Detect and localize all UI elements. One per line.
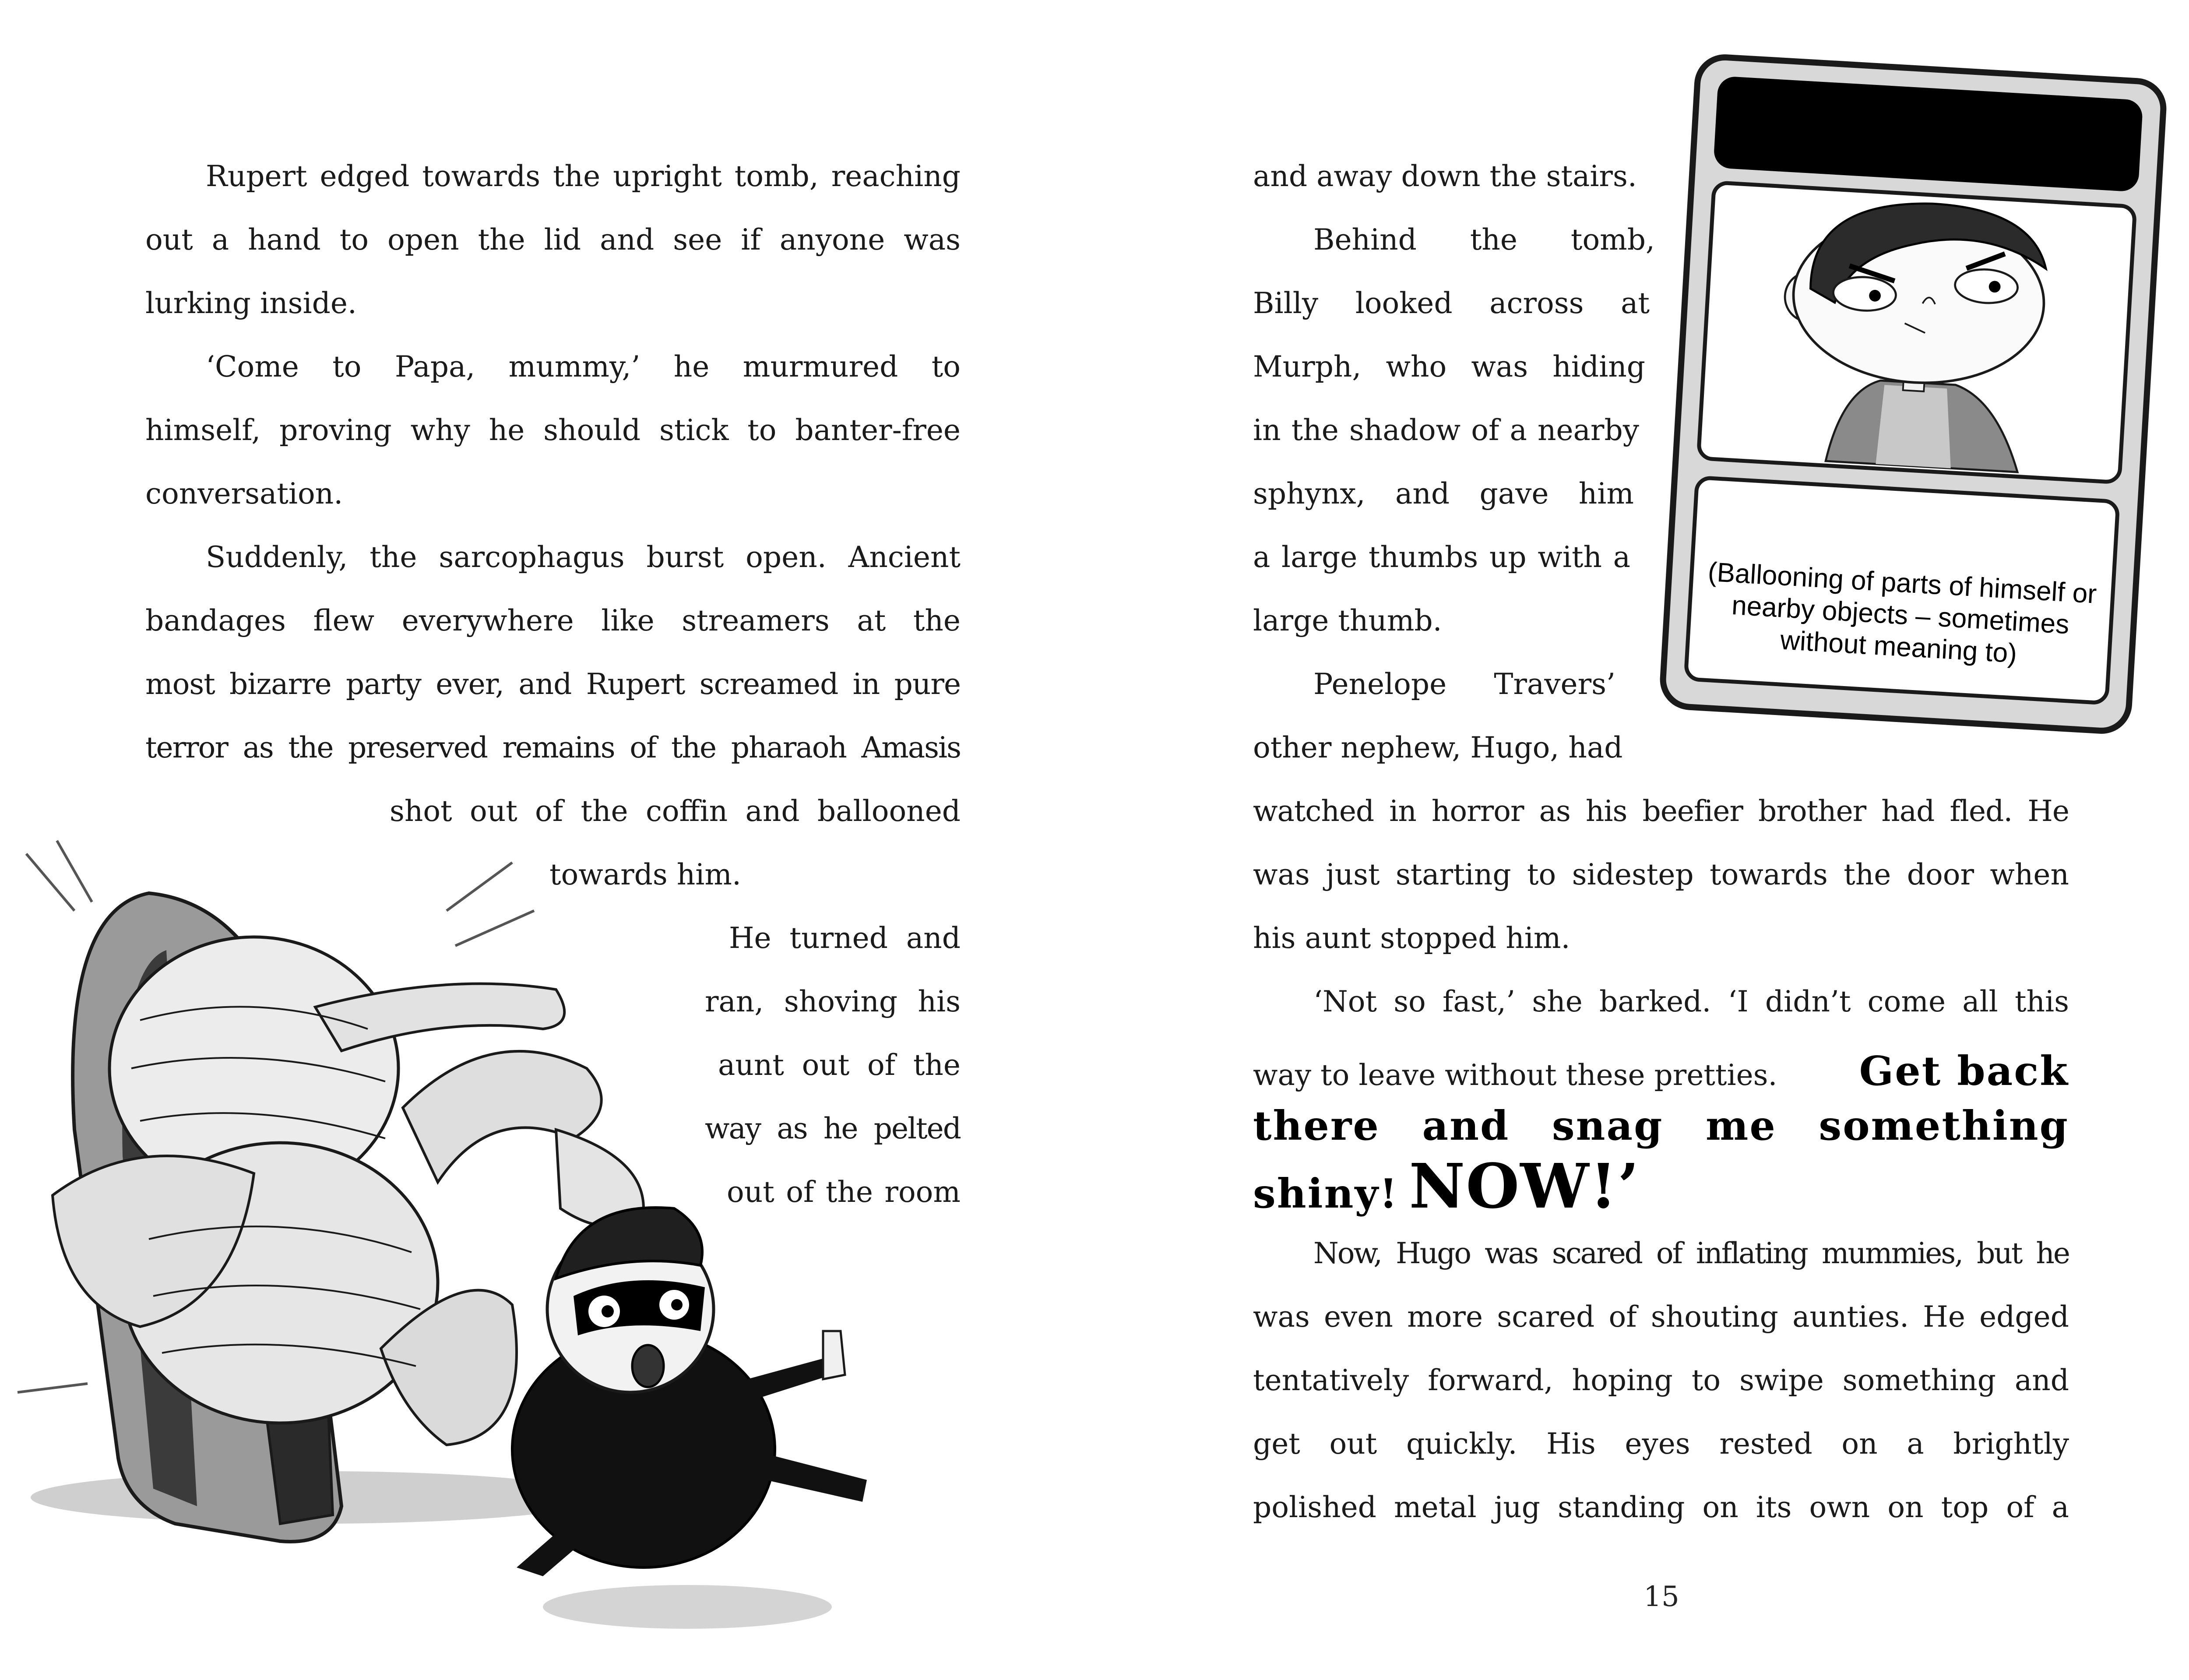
paragraph-line: most bizarre party ever, and Rupert screamed in pure [145, 667, 961, 701]
paragraph-line: a large thumbs up with a [1253, 540, 1630, 574]
paragraph-line: way as he pelted [705, 1112, 961, 1145]
paragraph-line: Suddenly, the sarcophagus burst open. Ancient [206, 540, 961, 574]
paragraph-line: tentatively forward, hoping to swipe something and [1253, 1363, 2069, 1397]
paragraph-line: ‘Come to Papa, mummy,’ he murmured to [206, 350, 961, 384]
paragraph-line: was just starting to sidestep towards the door when [1253, 858, 2069, 891]
page-number: 15 [1644, 1581, 1679, 1613]
shout-text: Get back [1859, 1047, 2069, 1095]
paragraph-line: get out quickly. His eyes rested on a brightly [1253, 1427, 2069, 1461]
boy-portrait-illustration [1700, 184, 2133, 480]
paragraph-line: was even more scared of shouting aunties. He edged [1253, 1300, 2069, 1334]
paragraph-line: bandages flew everywhere like streamers at the [145, 604, 961, 637]
shout-text: shiny! [1253, 1170, 1399, 1217]
paragraph-line: conversation. [145, 477, 343, 511]
paragraph-line: Billy looked across at [1253, 286, 1650, 320]
card-title-bar [1713, 76, 2143, 192]
paragraph-line: He turned and [729, 921, 961, 955]
dialogue-line [1253, 1047, 2069, 1095]
paragraph-line: shot out of the coffin and ballooned [390, 794, 961, 828]
paragraph-line: himself, proving why he should stick to banter-free [145, 413, 961, 447]
paragraph-line: large thumb. [1253, 604, 1442, 637]
card-description-panel [1683, 475, 2120, 705]
paragraph-text: way to leave without these pretties. [1253, 1058, 1777, 1092]
paragraph-line: ‘Not so fast,’ she barked. ‘I didn’t come all this [1313, 985, 2069, 1018]
paragraph-line: watched in horror as his beefier brother had fled. He [1253, 794, 2069, 828]
paragraph-line: sphynx, and gave him [1253, 477, 1634, 511]
paragraph-line: Rupert edged towards the upright tomb, reaching [206, 159, 961, 193]
paragraph-line: terror as the preserved remains of the pharaoh Amasis [145, 731, 961, 764]
shout-text: there and snag me something [1253, 1102, 2069, 1149]
paragraph-line: lurking inside. [145, 286, 357, 320]
paragraph-line: and away down the stairs. [1253, 159, 1637, 193]
paragraph-line: out a hand to open the lid and see if anyone was [145, 223, 961, 257]
power-card [1658, 53, 2168, 736]
paragraph-line: towards him. [549, 858, 741, 891]
card-description: (Ballooning of parts of himself or nearby objects – sometimes without meaning to) [1707, 556, 2097, 669]
shout-line [1253, 1151, 1640, 1222]
paragraph-line: Now, Hugo was scared of inflating mummies, but he [1313, 1236, 2069, 1270]
mummy-chase-illustration [9, 823, 884, 1655]
shout-now-text: NOW!’ [1409, 1151, 1640, 1222]
paragraph-line: Behind the tomb, [1313, 223, 1655, 257]
paragraph-line: Penelope Travers’ [1313, 667, 1615, 701]
paragraph-line: other nephew, Hugo, had [1253, 731, 1623, 764]
paragraph-line: aunt out of the [718, 1048, 961, 1082]
paragraph-line: polished metal jug standing on its own on top of a [1253, 1490, 2069, 1524]
paragraph-line: his aunt stopped him. [1253, 921, 1570, 955]
paragraph-line: Murph, who was hiding [1253, 350, 1645, 384]
card-portrait [1696, 180, 2137, 485]
paragraph-line: ran, shoving his [705, 985, 961, 1018]
paragraph-line: in the shadow of a nearby [1253, 413, 1639, 447]
paragraph-line: out of the room [727, 1175, 961, 1209]
